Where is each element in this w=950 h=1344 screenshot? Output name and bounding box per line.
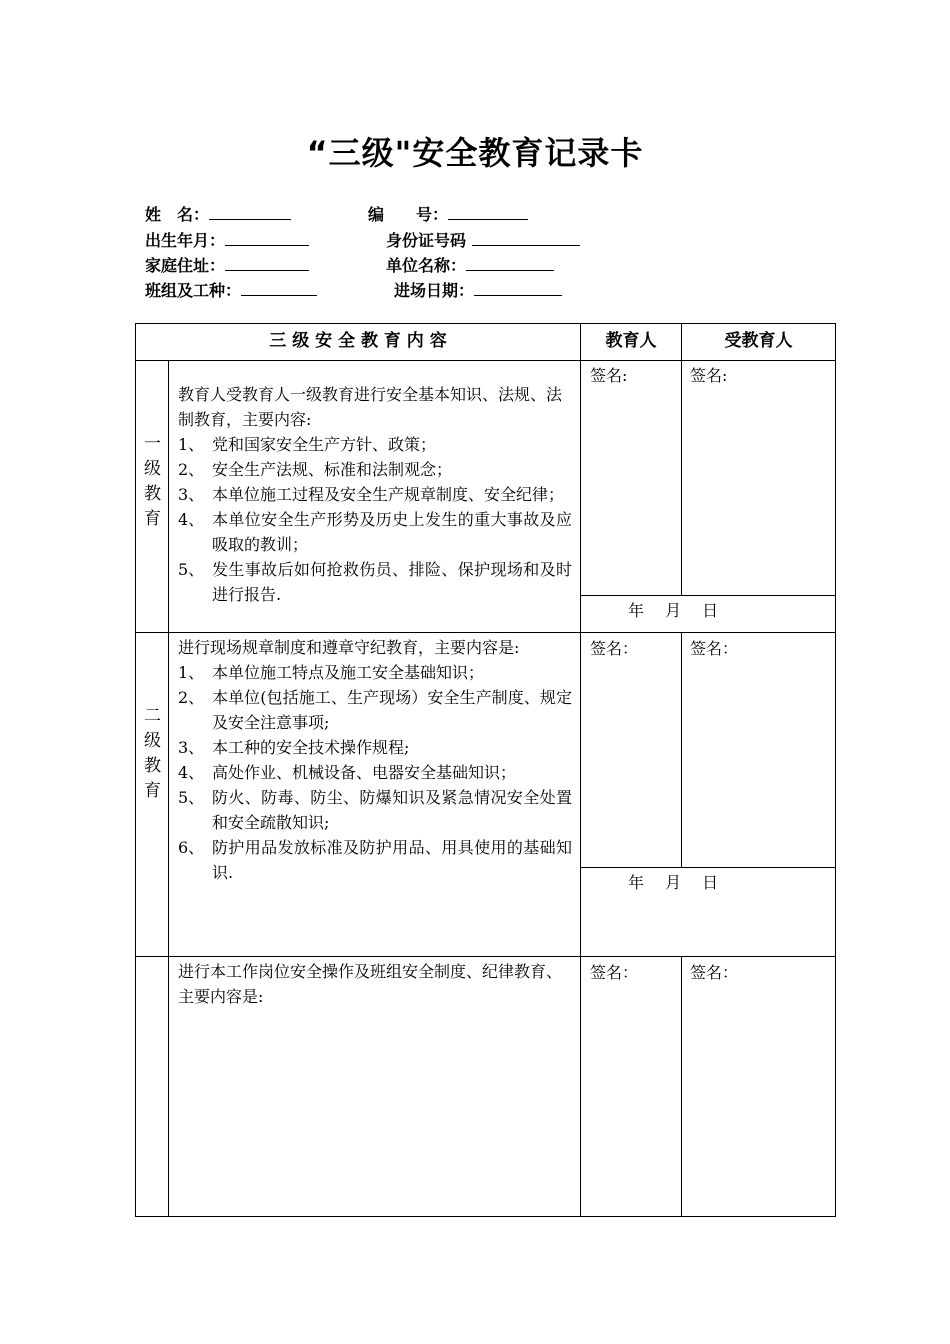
name-field xyxy=(145,202,291,225)
item-number: 3、 xyxy=(178,485,205,504)
list-item xyxy=(178,557,572,607)
list-item xyxy=(178,760,572,785)
table-right-border xyxy=(835,323,836,1217)
list-item xyxy=(178,785,572,835)
stage-1-label xyxy=(136,432,169,532)
content-column-line xyxy=(580,323,581,1217)
unit-label: 单位名称： xyxy=(386,256,467,275)
stage-2-char: 二 xyxy=(144,706,161,726)
stage-2-label xyxy=(136,704,169,804)
item-text: 本单位施工特点及施工安全基础知识； xyxy=(212,663,485,682)
item-text: 发生事故后如何抢救伤员、排险、保护现场和及时进行报告. xyxy=(212,560,572,604)
stage-3-educatee-sign: 签名： xyxy=(690,963,739,982)
list-item xyxy=(178,835,572,885)
stage-2-char: 育 xyxy=(144,781,161,801)
stage-3-content xyxy=(178,959,572,1009)
header-educatee: 受教育人 xyxy=(724,331,793,351)
list-item xyxy=(178,507,572,557)
birth-field xyxy=(145,228,309,251)
item-text: 防火、防毒、防尘、防爆知识及紧急情况安全处置和安全疏散知识; xyxy=(212,788,572,832)
entry-date-field xyxy=(394,278,562,301)
list-item xyxy=(178,432,572,457)
list-item xyxy=(178,735,572,760)
table-top-border xyxy=(135,323,836,324)
item-text: 本单位施工过程及安全生产规章制度、安全纪律； xyxy=(212,485,565,504)
number-label: 编 号： xyxy=(368,205,449,224)
stage-2-date: 年 月 日 xyxy=(628,873,719,892)
item-text: 安全生产法规、标准和法制观念； xyxy=(212,460,453,479)
stage-1-date: 年 月 日 xyxy=(628,601,719,620)
header-content: 三 级 安 全 教 育 内 容 xyxy=(269,331,447,351)
educator-column-line-1 xyxy=(681,323,682,596)
item-text: 防护用品发放标准及防护用品、用具使用的基础知识. xyxy=(212,838,572,882)
item-text: 本单位安全生产形势及历史上发生的重大事故及应吸取的教训； xyxy=(212,510,572,554)
unit-blank xyxy=(466,256,554,271)
item-text: 高处作业、机械设备、电器安全基础知识； xyxy=(212,763,517,782)
stage-3-intro: 进行本工作岗位安全操作及班组安全制度、纪律教育、主要内容是: xyxy=(178,962,563,1006)
list-item xyxy=(178,685,572,735)
table-bottom-border xyxy=(135,1216,836,1217)
birth-label: 出生年月： xyxy=(145,231,226,250)
item-number: 5、 xyxy=(178,788,205,807)
item-text: 党和国家安全生产方针、政策； xyxy=(212,435,437,454)
stage-2-educator-sign: 签名： xyxy=(590,639,639,658)
entry-date-label: 进场日期： xyxy=(394,281,475,300)
header-row-line xyxy=(135,360,836,361)
item-number: 6、 xyxy=(178,838,205,857)
stage-1-char: 一 xyxy=(144,434,161,454)
item-number: 2、 xyxy=(178,460,205,479)
stage-1-char: 级 xyxy=(144,459,161,479)
address-label: 家庭住址： xyxy=(145,256,226,275)
birth-blank xyxy=(225,231,309,246)
stage-2-char: 级 xyxy=(144,731,161,751)
item-number: 4、 xyxy=(178,510,205,529)
row1-date-line xyxy=(580,595,836,596)
educator-column-line-2 xyxy=(681,632,682,868)
id-card-field xyxy=(386,228,580,251)
entry-date-blank xyxy=(474,281,562,296)
team-blank xyxy=(241,281,317,296)
stage-3-educator-sign: 签名： xyxy=(590,963,639,982)
item-number: 1、 xyxy=(178,663,205,682)
list-item xyxy=(178,457,572,482)
stage-1-educatee-sign: 签名: xyxy=(690,366,728,385)
item-text: 本单位(包括施工、生产现场）安全生产制度、规定及安全注意事项; xyxy=(212,688,572,732)
unit-field xyxy=(386,253,554,276)
number-field xyxy=(368,202,528,225)
stage-2-char: 教 xyxy=(144,756,161,776)
item-number: 2、 xyxy=(178,688,205,707)
item-number: 4、 xyxy=(178,763,205,782)
header-educator: 教育人 xyxy=(605,331,657,351)
row1-line xyxy=(135,632,836,633)
stage-1-char: 育 xyxy=(144,509,161,529)
row2-date-line xyxy=(580,867,836,868)
team-field xyxy=(145,278,317,301)
address-blank xyxy=(225,256,309,271)
number-blank xyxy=(448,205,528,220)
educator-column-line-3 xyxy=(681,956,682,1217)
stage-1-char: 教 xyxy=(144,484,161,504)
name-label: 姓 名： xyxy=(145,205,210,224)
id-card-blank xyxy=(472,231,580,246)
stage-1-content xyxy=(178,382,572,607)
page-title: “三级"安全教育记录卡 xyxy=(306,134,644,172)
stage-2-content xyxy=(178,635,572,885)
list-item xyxy=(178,660,572,685)
item-number: 1、 xyxy=(178,435,205,454)
item-text: 本工种的安全技术操作规程; xyxy=(212,738,410,757)
stage-2-intro: 进行现场规章制度和遵章守纪教育，主要内容是: xyxy=(178,638,520,657)
item-number: 5、 xyxy=(178,560,205,579)
team-label: 班组及工种： xyxy=(145,281,242,300)
stage-2-educatee-sign: 签名： xyxy=(690,639,739,658)
row2-line xyxy=(135,956,836,957)
list-item xyxy=(178,482,572,507)
address-field xyxy=(145,253,309,276)
id-card-label: 身份证号码 xyxy=(386,231,467,250)
name-blank xyxy=(209,205,291,220)
item-number: 3、 xyxy=(178,738,205,757)
stage-1-educator-sign: 签名: xyxy=(590,366,628,385)
stage-1-intro: 教育人受教育人一级教育进行安全基本知识、法规、法制教育，主要内容: xyxy=(178,385,563,429)
